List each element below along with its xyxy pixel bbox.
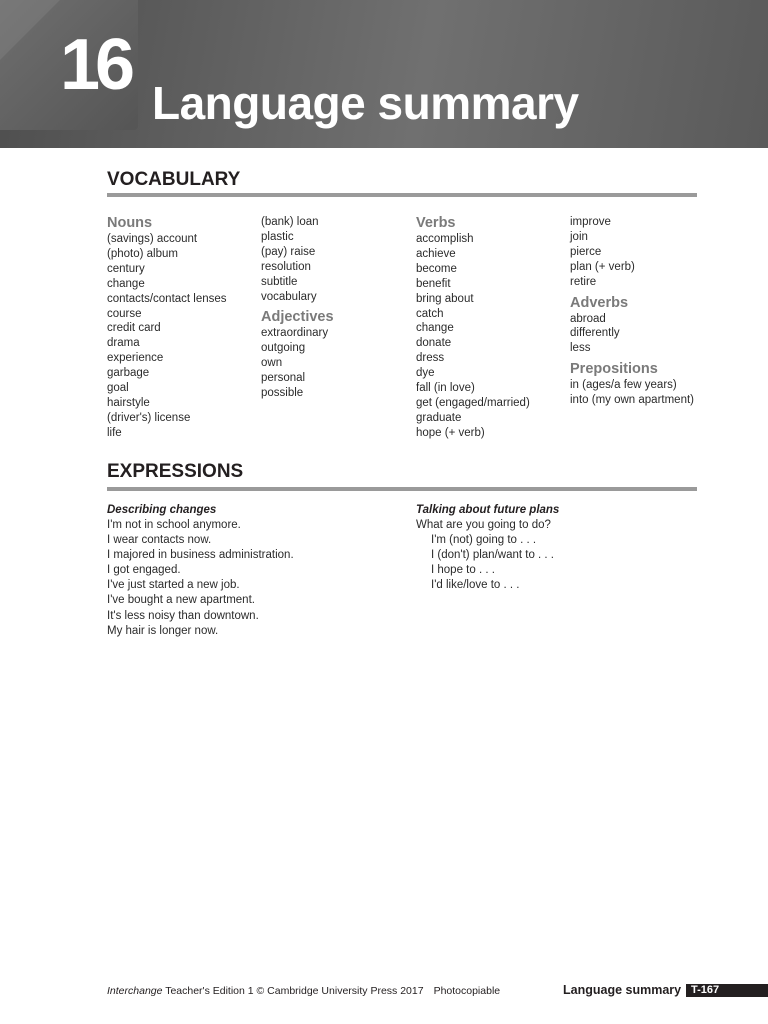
expression-line: I (don't) plan/want to . . .	[431, 549, 555, 562]
list-item: retire	[570, 275, 597, 288]
list-item: goal	[107, 382, 129, 395]
footer-photocopiable: Photocopiable	[433, 985, 501, 997]
future-plans-block	[416, 502, 559, 593]
footer-copyright	[107, 984, 500, 998]
vocabulary-rule	[107, 193, 697, 197]
expression-line: I hope to . . .	[431, 564, 495, 577]
list-item: join	[570, 230, 588, 243]
list-item: achieve	[416, 247, 456, 260]
list-item: catch	[416, 307, 444, 320]
expression-line: My hair is longer now.	[107, 624, 219, 637]
list-item: possible	[261, 387, 304, 400]
list-item: credit card	[107, 322, 161, 335]
list-item: differently	[570, 327, 620, 340]
list-item: garbage	[107, 367, 150, 380]
list-item: outgoing	[261, 342, 306, 355]
expression-line: I got engaged.	[107, 564, 181, 577]
nouns-heading: Nouns	[107, 215, 153, 231]
list-item: vocabulary	[261, 290, 317, 303]
list-item: pierce	[570, 245, 602, 258]
footer-section-label: Language summary	[563, 983, 682, 997]
prepositions-heading: Prepositions	[570, 361, 658, 378]
verbs-heading: Verbs	[416, 215, 456, 231]
list-item: (savings) account	[107, 233, 198, 245]
nouns-adjectives-column	[261, 215, 334, 401]
footer-brand: Interchange	[107, 985, 163, 997]
vocabulary-heading: VOCABULARY	[107, 169, 241, 190]
list-item: (bank) loan	[261, 216, 319, 228]
list-item: abroad	[570, 312, 606, 325]
list-item: less	[570, 342, 591, 355]
list-item: change	[107, 277, 145, 290]
list-item: accomplish	[416, 233, 474, 245]
list-item: personal	[261, 372, 306, 385]
adverbs-heading: Adverbs	[570, 294, 629, 311]
list-item: experience	[107, 352, 164, 365]
expression-line: I wear contacts now.	[107, 534, 212, 547]
list-item: resolution	[261, 260, 311, 273]
nouns-column	[107, 214, 227, 441]
expression-line: I've bought a new apartment.	[107, 594, 255, 607]
list-item: (driver's) license	[107, 411, 191, 424]
list-item: hope (+ verb)	[416, 426, 485, 439]
expressions-heading: EXPRESSIONS	[107, 461, 244, 482]
unit-number: 16	[60, 25, 131, 105]
list-item: century	[107, 262, 145, 275]
expression-question: What are you going to do?	[416, 519, 551, 531]
future-plans-heading: Talking about future plans	[416, 504, 560, 516]
list-item: dress	[416, 352, 445, 365]
adjectives-heading: Adjectives	[261, 309, 334, 326]
list-item: (photo) album	[107, 247, 178, 260]
expressions-rule	[107, 487, 697, 491]
list-item: contacts/contact lenses	[107, 292, 227, 305]
describing-changes-heading: Describing changes	[107, 504, 217, 516]
expression-line: I've just started a new job.	[107, 579, 240, 592]
list-item: get (engaged/married)	[416, 396, 530, 409]
unit-tab-fold	[0, 0, 60, 60]
list-item: course	[107, 307, 142, 320]
header-banner	[0, 0, 768, 148]
list-item: (pay) raise	[261, 245, 316, 258]
expression-line: I'm (not) going to . . .	[431, 534, 537, 547]
expression-line: I majored in business administration.	[107, 549, 294, 562]
expression-line: I'm not in school anymore.	[107, 519, 241, 531]
list-item: bring about	[416, 292, 474, 305]
list-item: into (my own apartment)	[570, 394, 694, 407]
list-item: subtitle	[261, 275, 298, 288]
list-item: improve	[570, 216, 611, 228]
list-item: plastic	[261, 230, 294, 243]
list-item: fall (in love)	[416, 382, 475, 395]
list-item: plan (+ verb)	[570, 260, 635, 273]
expression-line: I'd like/love to . . .	[431, 579, 520, 592]
list-item: life	[107, 426, 122, 439]
list-item: dye	[416, 367, 435, 380]
list-item: hairstyle	[107, 396, 150, 409]
footer-edition: Teacher's Edition 1 © Cambridge University Press 2017	[165, 985, 424, 997]
page-title: Language summary	[152, 77, 579, 129]
list-item: change	[416, 322, 454, 335]
list-item: drama	[107, 337, 140, 350]
expression-line: It's less noisy than downtown.	[107, 609, 259, 622]
list-item: in (ages/a few years)	[570, 379, 677, 392]
describing-changes-block	[107, 502, 294, 639]
list-item: become	[416, 262, 457, 275]
list-item: extraordinary	[261, 327, 329, 340]
verbs-adverbs-prepositions-column	[570, 215, 694, 408]
list-item: donate	[416, 337, 452, 350]
list-item: graduate	[416, 411, 462, 424]
page-number-badge: T-167	[686, 984, 768, 997]
verbs-column	[416, 214, 530, 441]
list-item: own	[261, 357, 283, 370]
list-item: benefit	[416, 277, 451, 290]
